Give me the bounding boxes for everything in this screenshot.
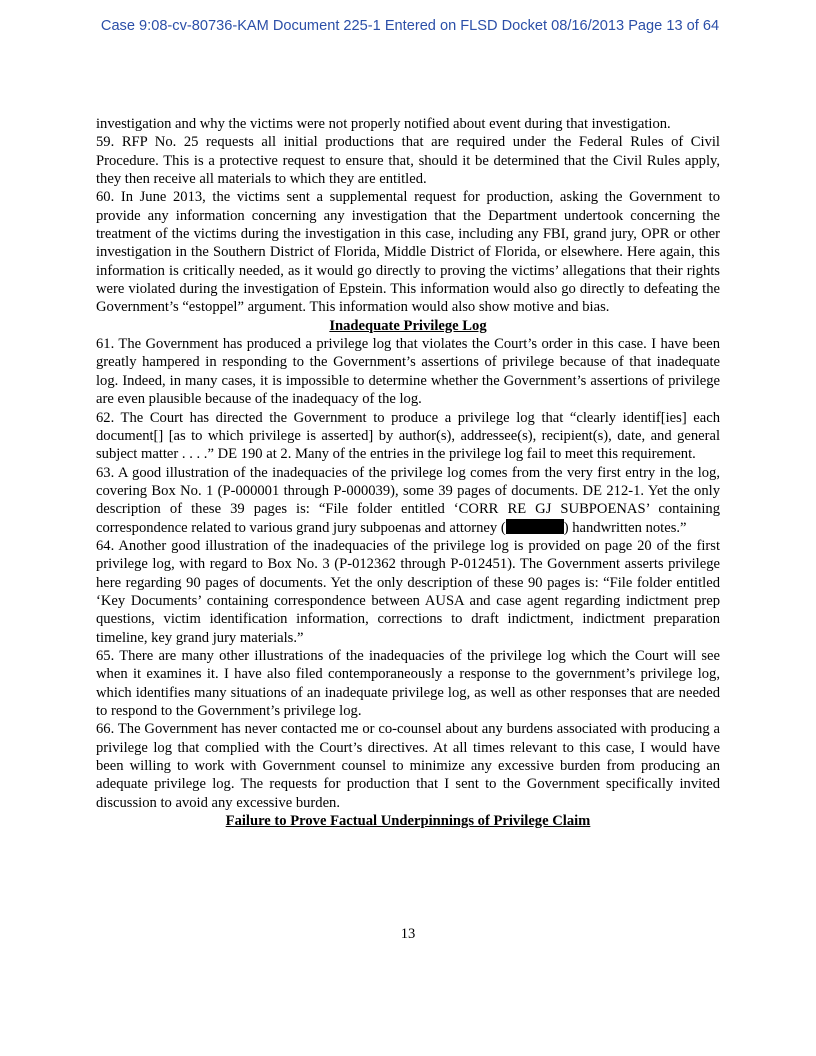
paragraph-66: 66. The Government has never contacted me or co-counsel about any burdens associated with producing a privilege log that complied with the Court’s directives. At all times relevant to this case, I would have been willing to work with Government counsel to minimize any excessive burden from producing an adequate privilege log. The requests for production that I sent to the Government specifically invited discussion to avoid any excessive burden. (96, 721, 720, 811)
docket-header (60, 18, 760, 35)
paragraph-63-text-before-redaction: 63. A good illustration of the inadequacies of the privilege log comes from the very first entry in the log, covering Box No. 1 (P-000001 through P-000039), some 39 pages of documents. DE 212-1. Yet the only description of these 39 pages is: “File folder entitled ‘CORR RE GJ SUBPOENAS’ containing correspondence related to various grand jury subpoenas and attorney ( (96, 464, 720, 536)
paragraph-63-text-after-redaction: ) handwritten notes.” (563, 519, 687, 536)
paragraph-61: 61. The Government has produced a privilege log that violates the Court’s order in this case. I have been greatly hampered in responding to the Government’s assertions of privilege because of that inadequate log. Indeed, in many cases, it is impossible to determine whether the Government’s assertions of privilege are even plausible because of the inadequacy of the log. (96, 336, 720, 408)
paragraph-59: 59. RFP No. 25 requests all initial productions that are required under the Federal Rules of Civil Procedure. This is a protective request to ensure that, should it be determined that the Civil Rules apply, they then receive all materials to which they are entitled. (96, 134, 720, 188)
document-body (96, 115, 720, 830)
page-number: 13 (400, 926, 416, 942)
redaction-box (506, 519, 564, 534)
paragraph-continuation: investigation and why the victims were not properly notified about event during that investigation. (96, 116, 671, 132)
paragraph-60: 60. In June 2013, the victims sent a supplemental request for production, asking the Government to provide any information concerning any investigation that the Department undertook concerning the treatment of the victims during the investigation in this case, including any FBI, grand jury, OPR or other investigation in the Southern District of Florida, Middle District of Florida, or elsewhere. Here again, this information is critically needed, as it would go directly to proving the victims’ allegations that their rights were violated during the investigation of Epstein. This information would also go directly to defeating the Government’s “estoppel” argument. This information would also show motive and bias. (96, 189, 720, 316)
paragraph-63 (96, 464, 720, 537)
section-heading-inadequate-privilege-log: Inadequate Privilege Log (329, 317, 487, 334)
paragraph-62: 62. The Court has directed the Government to produce a privilege log that “clearly identif[ies] each document[] [as to which privilege is asserted] by author(s), addressee(s), recipient(s), date, and general subject matter . . . .” DE 190 at 2. Many of the entries in the privilege log fail to meet this requirement. (96, 409, 720, 463)
section-heading-failure-to-prove: Failure to Prove Factual Underpinnings of Privilege Claim (225, 813, 591, 830)
docket-header-text: Case 9:08-cv-80736-KAM Document 225-1 Entered on FLSD Docket 08/16/2013 Page 13 of 64 (100, 18, 720, 34)
paragraph-65: 65. There are many other illustrations of the inadequacies of the privilege log which the Court will see when it examines it. I have also filed contemporaneously a response to the government’s privilege log, which identifies many situations of an inadequate privilege log, as well as other responses that are needed to respond to the Government’s privilege log. (96, 647, 720, 719)
paragraph-64: 64. Another good illustration of the inadequacies of the privilege log is provided on page 20 of the first privilege log, with regard to Box No. 3 (P-012362 through P-012451). The Government asserts privilege here regarding 90 pages of documents. Yet the only description of these 90 pages is: “File folder entitled ‘Key Documents’ containing correspondence between AUSA and case agent regarding indictment prep questions, victim identification information, corrections to draft indictment, indictment preparation timeline, key grand jury materials.” (96, 537, 720, 646)
